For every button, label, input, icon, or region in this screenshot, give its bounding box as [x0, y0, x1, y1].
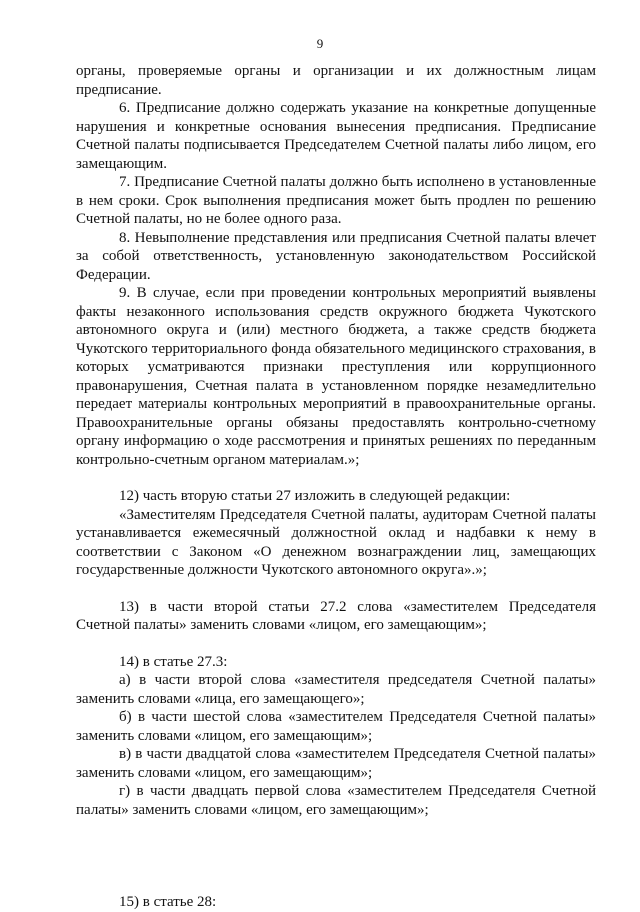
paragraph-item-6: 6. Предписание должно содержать указание на конкретные допущенные нарушения и конкретные основания вынесения предписания. Предписание Счетной палаты подписывается Председателем Счетной палаты либо лицом, его замещающим. — [76, 100, 596, 172]
paragraph-amendment-14-g: г) в части двадцать первой слова «заместителем Председателя Счетной палаты» заменить словами «лицом, его замещающим»; — [76, 783, 596, 818]
paragraph-amendment-14-v: в) в части двадцатой слова «заместителем Председателя Счетной палаты» заменить словами «лицом, его замещающим»; — [76, 746, 596, 781]
paragraph-item-9: 9. В случае, если при проведении контрольных мероприятий выявлены факты незаконного использования средств окружного бюджета Чукотского автономного округа и (или) местного бюджета, а также средств бюджета Чукотского территориального фонда обязательного медицинского страхования, в которых усматриваются признаки преступления или коррупционного правонарушения, Счетная палата в установленном порядке незамедлительно передает материалы контрольных мероприятий в правоохранительные органы. Правоохранительные органы обязаны предоставлять контрольно-счетному органу информацию о ходе рассмотрения и принятых решениях по переданным контрольно-счетным органом материалам.»; — [76, 285, 596, 468]
paragraph-amendment-13: 13) в части второй статьи 27.2 слова «заместителем Председателя Счетной палаты» заменить словами «лицом, его замещающим»; — [76, 598, 596, 633]
paragraph-amendment-12: 12) часть вторую статьи 27 изложить в следующей редакции: — [119, 488, 511, 504]
paragraph-amendment-15: 15) в статье 28: — [119, 894, 217, 910]
paragraph-continuation: органы, проверяемые органы и организации и их должностным лицам предписание. — [76, 63, 596, 98]
document-body — [76, 62, 596, 912]
paragraph-item-8: 8. Невыполнение представления или предписания Счетной палаты влечет за собой ответственность, установленную законодательством Российской Федерации. — [76, 229, 596, 283]
paragraph-amendment-14: 14) в статье 27.3: — [119, 653, 228, 670]
page-number: 9 — [316, 36, 324, 51]
paragraph-item-7: 7. Предписание Счетной палаты должно быть исполнено в установленные в нем сроки. Срок выполнения предписания может быть продлен по решению Счетной палаты, но не более одного раза. — [76, 174, 596, 227]
paragraph-amendment-14-b: б) в части шестой слова «заместителем Председателя Счетной палаты» заменить словами «лицом, его замещающим»; — [76, 709, 596, 744]
paragraph-amendment-12-text: «Заместителям Председателя Счетной палаты, аудиторам Счетной палаты устанавливается ежемесячный должностной оклад и надбавки к нему в соответствии с Законом «О денежном вознаграждении лиц, замещающих государственные должности Чукотского автономного округа».»; — [76, 506, 596, 578]
paragraph-amendment-14-a: а) в части второй слова «заместителя председателя Счетной палаты» заменить словами «лица, его замещающего»; — [76, 672, 596, 707]
